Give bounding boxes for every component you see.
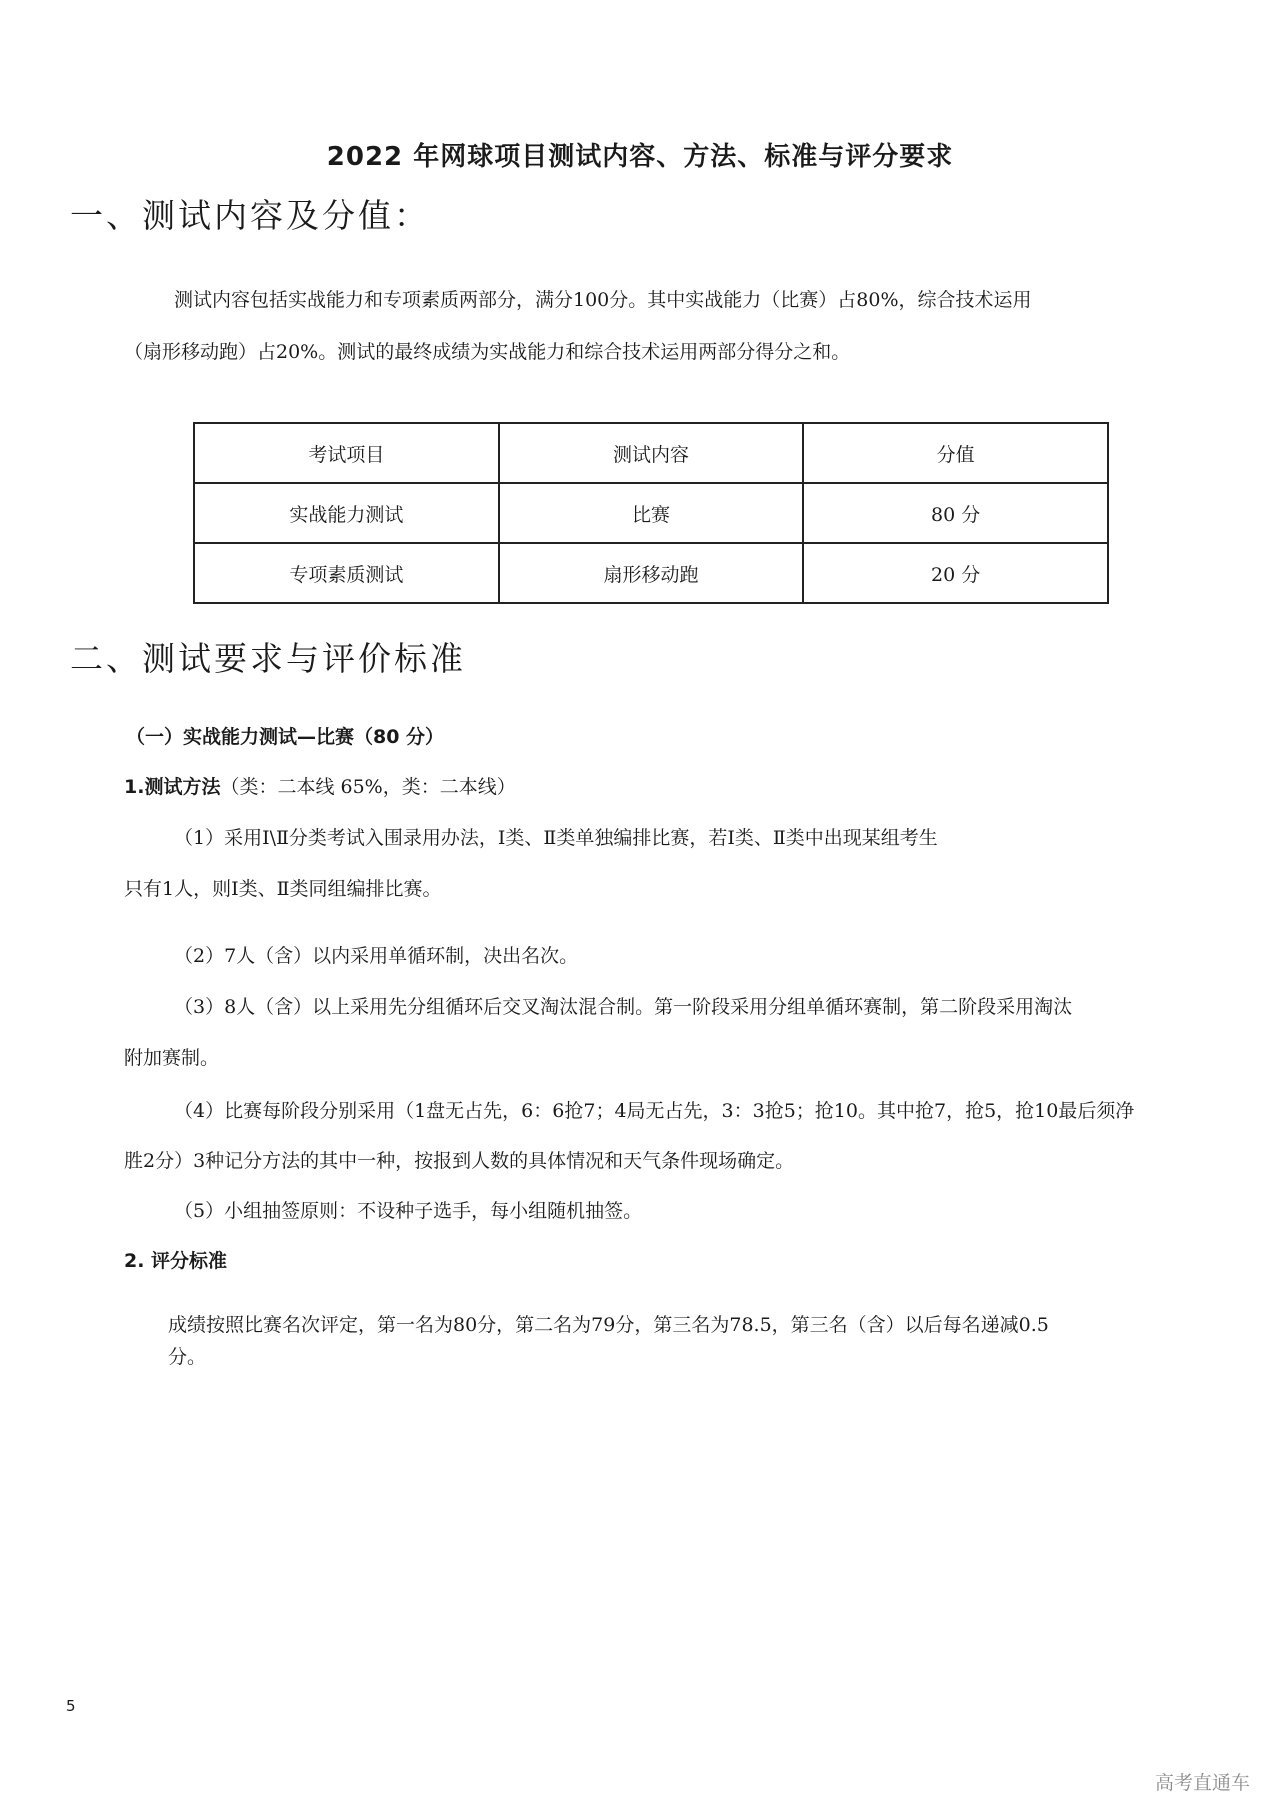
intro-line-1: 测试内容包括实战能力和专项素质两部分，满分100分。其中实战能力（比赛）占80%，综合技术运用 <box>174 289 1032 311</box>
scoring-line-2: 分。 <box>168 1346 207 1368</box>
table-header-cell: 考试项目 <box>194 423 499 483</box>
method-title: 1.测试方法 <box>124 776 221 798</box>
method-line <box>124 772 516 799</box>
section2-heading: 二、测试要求与评价标准 <box>70 639 466 678</box>
item2: （2）7人（含）以内采用单循环制，决出名次。 <box>174 945 579 967</box>
table-row <box>194 543 1108 603</box>
item4-line-2: 胜2分）3种记分方法的其中一种，按报到人数的具体情况和天气条件现场确定。 <box>124 1150 795 1172</box>
watermark: 高考直通车 <box>1154 1772 1250 1794</box>
table-header-row <box>194 423 1108 483</box>
item3-line-1: （3）8人（含）以上采用先分组循环后交叉淘汰混合制。第一阶段采用分组单循环赛制，第二阶段采用淘汰 <box>174 996 1073 1018</box>
scoring-title: 2. 评分标准 <box>124 1250 228 1272</box>
item1-line-2: 只有1人，则Ⅰ类、Ⅱ类同组编排比赛。 <box>124 878 442 900</box>
table-header-cell: 分值 <box>803 423 1108 483</box>
item1-line-1: （1）采用Ⅰ\Ⅱ分类考试入围录用办法，Ⅰ类、Ⅱ类单独编排比赛，若Ⅰ类、Ⅱ类中出现某组考生 <box>174 827 938 849</box>
subheading-match-test: （一）实战能力测试—比赛（80 分） <box>126 726 445 748</box>
item4-line-1: （4）比赛每阶段分别采用（1盘无占先，6：6抢7；4局无占先，3：3抢5；抢10。其中抢7，抢5，抢10最后须净 <box>174 1100 1135 1122</box>
method-note: （类：二本线 65%，类：二本线） <box>220 776 516 798</box>
table-cell: 专项素质测试 <box>194 543 499 603</box>
table-cell: 比赛 <box>499 483 804 543</box>
score-table <box>193 422 1109 604</box>
section1-heading: 一、测试内容及分值： <box>70 196 430 235</box>
table-cell: 实战能力测试 <box>194 483 499 543</box>
page-number: 5 <box>66 1697 76 1715</box>
table-cell: 扇形移动跑 <box>499 543 804 603</box>
table-header-cell: 测试内容 <box>499 423 804 483</box>
item3-line-2: 附加赛制。 <box>124 1047 220 1069</box>
page-title: 2022 年网球项目测试内容、方法、标准与评分要求 <box>326 142 954 172</box>
scoring-line-1: 成绩按照比赛名次评定，第一名为80分，第二名为79分，第三名为78.5，第三名（含）以后每名递减0.5 <box>168 1314 1049 1336</box>
table-row <box>194 483 1108 543</box>
table-cell: 80 分 <box>803 483 1108 543</box>
table-cell: 20 分 <box>803 543 1108 603</box>
intro-line-2: （扇形移动跑）占20%。测试的最终成绩为实战能力和综合技术运用两部分得分之和。 <box>124 341 851 363</box>
item5: （5）小组抽签原则：不设种子选手，每小组随机抽签。 <box>174 1200 643 1222</box>
